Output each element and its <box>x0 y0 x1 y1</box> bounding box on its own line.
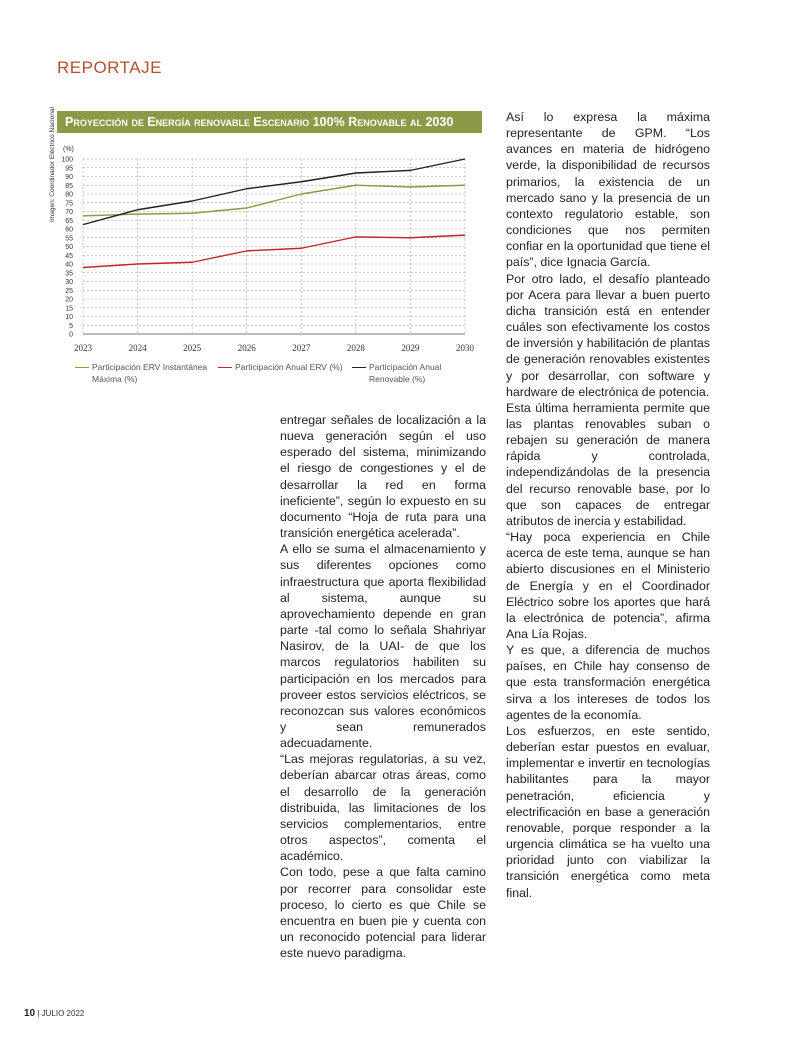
legend-swatch <box>218 367 232 368</box>
paragraph: Con todo, pese a que falta camino por recorrer para consolidar este proceso, lo cierto es que Chile se encuentra en buen pie y cuenta con un reconocido potencial para liderar este nuevo paradigma. <box>280 865 486 961</box>
y-tick-label: 80 <box>65 191 73 199</box>
y-tick-label: 0 <box>69 331 73 339</box>
paragraph: Los esfuerzos, en este sentido, deberían estar puestos en evaluar, implementar e invertir en tecnologías habilitantes para la mayor penetración, eficiencia y electrificación en base a generación renovable, porque responder a la urgencia climática se ha vuelto una prioridad junto con viabilizar la transición energética como meta final. <box>506 723 710 900</box>
x-tick-label: 2029 <box>401 343 420 353</box>
y-tick-label: 45 <box>65 252 73 260</box>
paragraph: Y es que, a diferencia de muchos países, en Chile hay consenso de que esta transformación energética sirva a los intereses de todos los agentes de la economía. <box>506 643 710 722</box>
y-tick-label: 65 <box>65 217 73 225</box>
paragraph: entregar señales de localización a la nueva generación según el uso esperado del sistema, minimizando el riesgo de congestiones y el de desarrollar la red en forma ineficiente”, según lo expuesto en su documento “Hoja de ruta para una transición energética acelerada”. <box>280 413 486 541</box>
x-tick-label: 2025 <box>183 343 202 353</box>
line-chart <box>57 137 487 357</box>
y-tick-label: 75 <box>65 200 73 208</box>
chart-title: Proyección de Energía renovable Escenario 100% Renovable al 2030 <box>57 111 482 133</box>
y-tick-label: 70 <box>65 209 73 216</box>
legend-swatch <box>75 367 89 368</box>
issue-date: JULIO 2022 <box>41 1009 85 1018</box>
y-tick-label: 90 <box>65 174 73 181</box>
y-tick-label: 55 <box>65 235 73 243</box>
page-footer: 10 | JULIO 2022 <box>24 1008 85 1019</box>
y-tick-label: 50 <box>65 244 73 251</box>
x-tick-label: 2028 <box>346 343 365 353</box>
x-tick-label: 2027 <box>292 343 311 353</box>
paragraph: Esta última herramienta permite que las plantas renovables suban o rebajen su generación de manera rápida y controlada, independizándolas de la presencia del recurso renovable base, por lo que son capaces de entregar atributos de inercia y estabilidad. <box>506 400 710 528</box>
paragraph: “Las mejoras regulatorias, a su vez, deberían abarcar otras áreas, como el desarrollo de la generación distribuida, las limitaciones de los servicios complementarios, entre otros aspectos”, comenta el académico. <box>280 752 486 864</box>
y-tick-label: 30 <box>65 279 73 286</box>
y-tick-label: 25 <box>65 287 73 295</box>
x-tick-label: 2023 <box>74 343 92 353</box>
y-tick-label: 20 <box>65 296 73 304</box>
page-number: 10 <box>24 1008 36 1019</box>
series-line-2 <box>83 235 465 267</box>
image-credit: Imagen: Coordinador Eléctrico Nacional <box>49 107 56 222</box>
legend-swatch <box>352 367 366 368</box>
x-tick-label: 2030 <box>456 343 474 353</box>
y-tick-label: 60 <box>65 226 73 234</box>
y-tick-label: 85 <box>65 182 73 190</box>
paragraph: Por otro lado, el desafío planteado por Acera para llevar a buen puerto dicha transición está en entender cuáles son efectivamente los costos de inversión y habilitación de plantas de generación renovables existentes y por desarrollar, con software y hardware de electrónica de potencia. <box>506 271 710 399</box>
y-axis-unit: (%) <box>63 146 74 153</box>
x-tick-label: 2026 <box>237 343 256 353</box>
paragraph: “Hay poca experiencia en Chile acerca de este tema, aunque se han abierto discusiones en el Ministerio de Energía y en el Coordinador Eléctrico sobre los aportes que hará la electrónica de potencia”, afirma Ana Lía Rojas. <box>506 530 710 641</box>
y-tick-label: 35 <box>65 270 73 278</box>
y-tick-label: 100 <box>61 156 73 164</box>
y-tick-label: 15 <box>65 305 73 313</box>
legend-item-erv-anual: Participación Anual ERV (%) <box>218 361 355 373</box>
paragraph: Así lo expresa la máxima representante de GPM. “Los avances en materia de hidrógeno verde, la disponibilidad de recursos primarios, la existencia de un mercado sano y la presencia de un contexto regulatorio estable, son condiciones que nos permiten confiar en la oportunidad que tiene el país”, dice Ignacia García. <box>506 110 710 270</box>
article-column-middle <box>280 412 486 961</box>
paragraph: A ello se suma el almacenamiento y sus diferentes opciones como infraestructura que aporta flexibilidad al sistema, aunque su aprovechamiento depende en gran parte -tal como lo señala Shahriyar Nasirov, de la UAI- de que los marcos regulatorios habiliten su participación en los mercados para proveer estos servicios eléctricos, se reconozcan sus valores económicos y sean remunerados adecuadamente. <box>280 542 486 751</box>
y-tick-label: 10 <box>65 314 73 321</box>
y-tick-label: 40 <box>65 261 73 269</box>
y-tick-label: 5 <box>69 322 73 330</box>
legend-item-erv-max: Participación ERV Instantánea Máxima (%) <box>75 361 212 385</box>
y-tick-label: 95 <box>65 165 73 173</box>
x-tick-label: 2024 <box>128 343 147 353</box>
legend-item-renovable-anual: Participación Anual Renovable (%) <box>352 361 479 385</box>
article-column-right <box>506 109 710 901</box>
section-label: REPORTAJE <box>57 58 162 77</box>
